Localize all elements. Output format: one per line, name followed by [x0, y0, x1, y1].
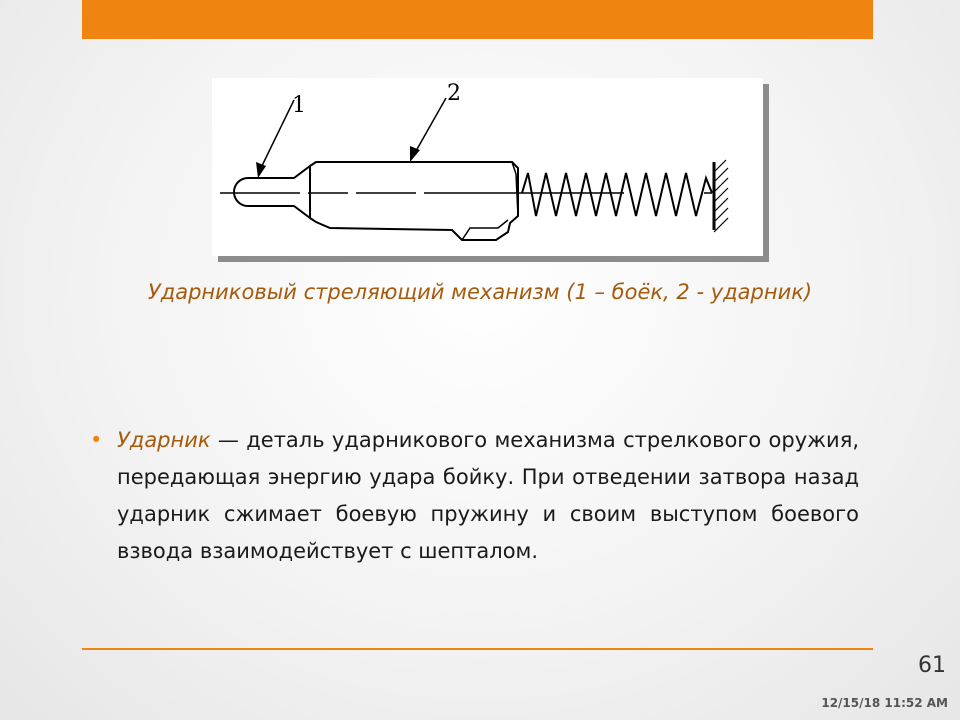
- arrowhead-2: [410, 146, 420, 162]
- wall-hatching: [714, 160, 728, 232]
- firing-pin-shape: [234, 166, 310, 218]
- page-number: 61: [918, 653, 946, 678]
- leader-line-1: [258, 100, 294, 174]
- figure-label-1: 1: [292, 93, 306, 118]
- term-striker: Ударник: [117, 428, 211, 452]
- figure-label-2: 2: [447, 81, 461, 106]
- mechanism-figure: [212, 78, 763, 256]
- definition-text: — деталь ударникового механизма стрелкового оружия, передающая энергию удара бойку. При отведении затвора назад ударник сжимает боевую пружину и своим выступом боевого взвода взаимодействует с шепталом.: [117, 428, 859, 563]
- top-accent-bar: [82, 0, 873, 39]
- figure-caption: Ударниковый стреляющий механизм (1 – боёк, 2 - ударник): [147, 280, 813, 304]
- body-paragraph: [117, 422, 859, 570]
- arrowhead-1: [256, 162, 266, 178]
- mainspring-shape: [522, 173, 712, 216]
- bullet-marker: •: [90, 428, 103, 452]
- firing-mechanism-drawing: [212, 78, 763, 256]
- footer-divider: [82, 648, 873, 650]
- timestamp: 12/15/18 11:52 AM: [821, 696, 948, 710]
